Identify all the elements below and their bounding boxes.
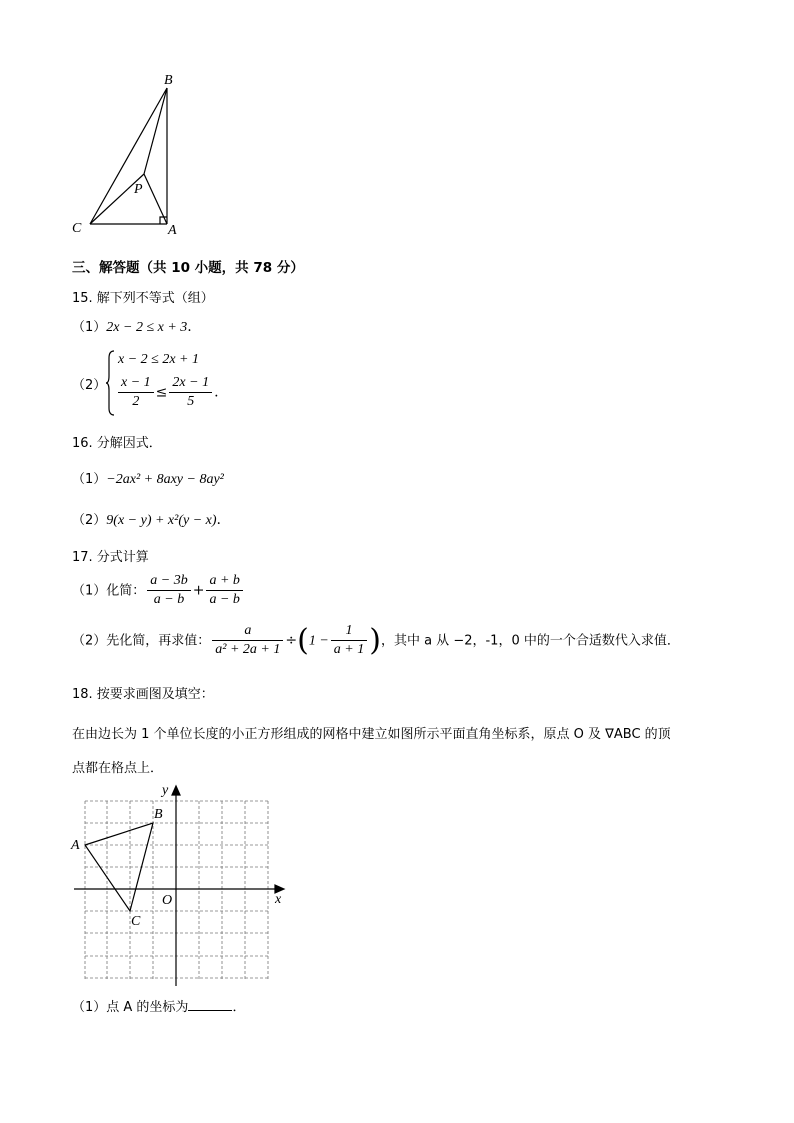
triangle-figure [68, 68, 188, 238]
q15-p2-label: （2） [72, 378, 107, 393]
q15-part1 [72, 316, 192, 336]
q18-intro-line1: 在由边长为 1 个单位长度的小正方形组成的网格中建立如图所示平面直角坐标系，原点 O 及 ∇ABC 的顶 [72, 727, 671, 742]
label-B: B [164, 73, 173, 88]
label-O: O [162, 893, 173, 908]
label-B: B [154, 807, 163, 822]
q16-title: 16. 分解因式． [72, 436, 162, 451]
y-axis-arrow [172, 786, 180, 795]
q18-title: 18. 按要求画图及填空： [72, 687, 214, 702]
q16-part1: （1）−2ax² + 8axy − 8ay² [72, 472, 224, 487]
q15-brace [106, 350, 116, 416]
q17-p2-tail: ，其中 a 从 −2，-1，0 中的一个合适数代入求值． [380, 633, 680, 649]
q17-part2: （2）先化简，再求值： $\frac{a}{\text{a² + 2a + 1}}$ ÷(1 − $\frac{1}{a + 1}$ )，其中 a 从 −2，-1，0 中的一个合适数代入求值． [72, 623, 680, 658]
q17-part1: （1）化简： $\frac{a - 3b}{a - b}$ + $\frac{a + b}{a - b}$ [72, 573, 245, 608]
segment-BC [90, 88, 167, 224]
q15-p2-frac2: $\frac{2x - 1}{5}$ [169, 375, 212, 410]
q17-title: 17. 分式计算 [72, 550, 149, 565]
q15-p2-frac1: $\frac{x - 1}{2}$ [118, 375, 154, 410]
q15-p2-line2 [116, 375, 219, 410]
q17-p1-label: （1）化简： [72, 583, 146, 599]
label-A: A [168, 223, 177, 238]
q18-part1: （1）点 A 的坐标为 ． [72, 1000, 246, 1015]
q16-p1-expr: −2ax² + 8axy − 8ay² [106, 472, 224, 487]
label-C: C [72, 221, 82, 236]
q16-part2: （2）9(x − y) + x²(y − x). [72, 512, 221, 528]
q15-title: 15. 解下列不等式（组） [72, 291, 214, 306]
q17-p2-frac1: $\frac{a}{\text{a² + 2a + 1}}$ [212, 623, 283, 658]
label-y: y [162, 783, 169, 798]
segment-BP [144, 88, 167, 174]
q15-p1-label: （1） [72, 320, 107, 335]
answer-blank[interactable] [188, 998, 232, 1011]
q17-p1-frac2: $\frac{a + b}{a - b}$ [206, 573, 242, 608]
q17-p2-label: （2）先化简，再求值： [72, 633, 211, 649]
q16-p2-expr: 9(x − y) + x²(y − x) [106, 513, 217, 528]
label-P: P [134, 182, 143, 197]
q15-p1-expr: 2x − 2 ≤ x + 3 [106, 320, 188, 335]
section-heading: 三、解答题（共 10 小题，共 78 分） [72, 260, 304, 276]
q15-p2-end: . [214, 384, 219, 401]
q17-p2-frac2: $\frac{1}{a + 1}$ [331, 623, 367, 658]
q15-p1-end: . [187, 319, 192, 335]
coordinate-grid-figure [70, 780, 290, 992]
q17-p1-frac1: $\frac{a - 3b}{a - b}$ [147, 573, 190, 608]
q15-p2-line1: x − 2 ≤ 2x + 1 [118, 352, 200, 367]
label-A: A [71, 838, 80, 853]
label-C: C [131, 914, 141, 929]
q18-intro-line2: 点都在格点上． [72, 761, 164, 776]
label-x: x [275, 892, 282, 907]
q15-p2-rel: ≤ [155, 384, 168, 401]
